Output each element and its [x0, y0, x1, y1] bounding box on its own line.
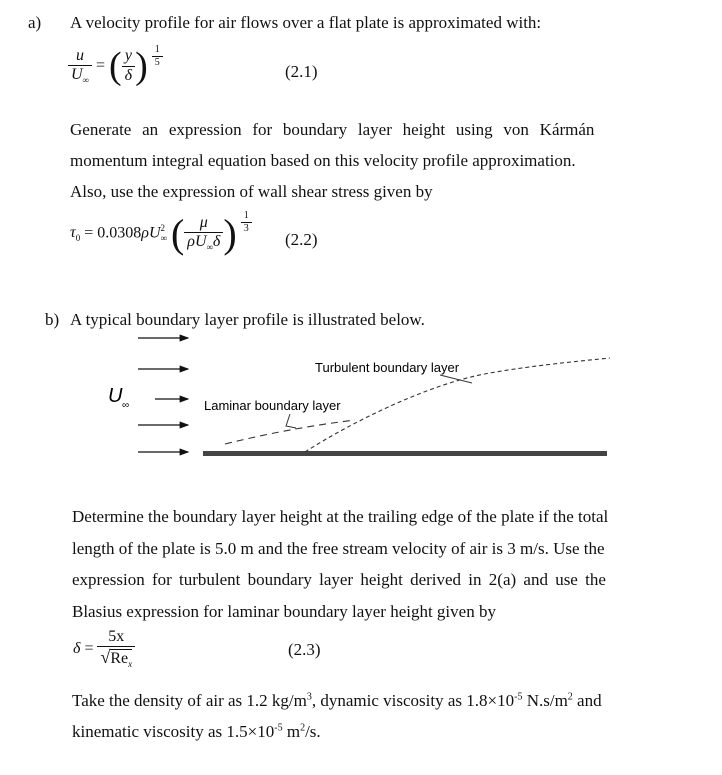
equation-number-2-1: (2.1): [285, 62, 318, 81]
closing-line-2: kinematic viscosity as $1.5\times 10^{-5}$ $m^2/s$.: [72, 722, 321, 741]
part-b-label: b): [45, 310, 60, 329]
part-a-label: a): [28, 13, 42, 32]
laminar-boundary-layer-curve: [225, 420, 355, 444]
equation-2-1: $\frac{u}{U_\infty}$ = ( $\frac{y}{\delta}$ ) $\frac{1}{5}$: [68, 44, 163, 104]
y-over-delta: $\frac{y}{\delta}$: [122, 47, 135, 85]
exponent-one-third: $\frac{1}{3}$: [241, 210, 252, 234]
part-a-intro: A velocity profile for air flows over a flat plate is approximated with:: [70, 13, 542, 32]
equation-number-2-3: (2.3): [288, 640, 321, 659]
part-b-paragraph: Determine the boundary layer height at the trailing edge of the plate if the total length of the plate is 5.0 m and the free stream velocity of air is 3 m/s. Use the expression for turbulent boundary layer height derived in 2(a) and use the Blasius expression for laminar boundary layer height given by: [72, 507, 609, 621]
exponent-one-fifth: $\frac{1}{5}$: [152, 44, 163, 68]
velocity-ratio: $\frac{u}{U_\infty}$: [68, 47, 92, 86]
freestream-arrows: [138, 338, 188, 452]
flat-plate: [203, 451, 607, 456]
closing-line-1: Take the density of air as 1.2 $kg/m^3$, dynamic viscosity as $1.8\times 10^{-5}$ $N.s/m^2$ and: [72, 691, 602, 710]
boundary-layer-figure: [100, 328, 620, 468]
part-a-paragraph: Generate an expression for boundary layer height using von Kármán momentum integral equation based on this velocity profile approximation. Also, use the expression of wall shear stress given by: [70, 120, 595, 201]
freestream-velocity-subscript: ∞: [122, 400, 130, 411]
blasius-fraction: $\frac{5x}{√Re_x}$: [97, 628, 135, 670]
equation-2-2: $\tau_0 = 0.0308\rho U$ 2 ∞ ( $\frac{\mu}{\rho U_\infty\delta}$ ) $\frac{1}{3}$: [70, 210, 252, 270]
laminar-label: Laminar boundary layer: [204, 398, 341, 413]
laminar-pointer: [286, 414, 296, 428]
turbulent-label: Turbulent boundary layer: [315, 360, 460, 375]
turbulent-pointer: [440, 375, 472, 383]
freestream-velocity-label: U: [108, 385, 123, 407]
equation-2-3: δ = $\frac{5x}{√Re_x}$: [73, 628, 135, 678]
equation-number-2-2: (2.2): [285, 230, 318, 249]
part-b-intro: A typical boundary layer profile is illustrated below.: [70, 310, 425, 329]
viscous-ratio: $\frac{\mu}{\rho U_\infty\delta}$: [184, 214, 223, 253]
